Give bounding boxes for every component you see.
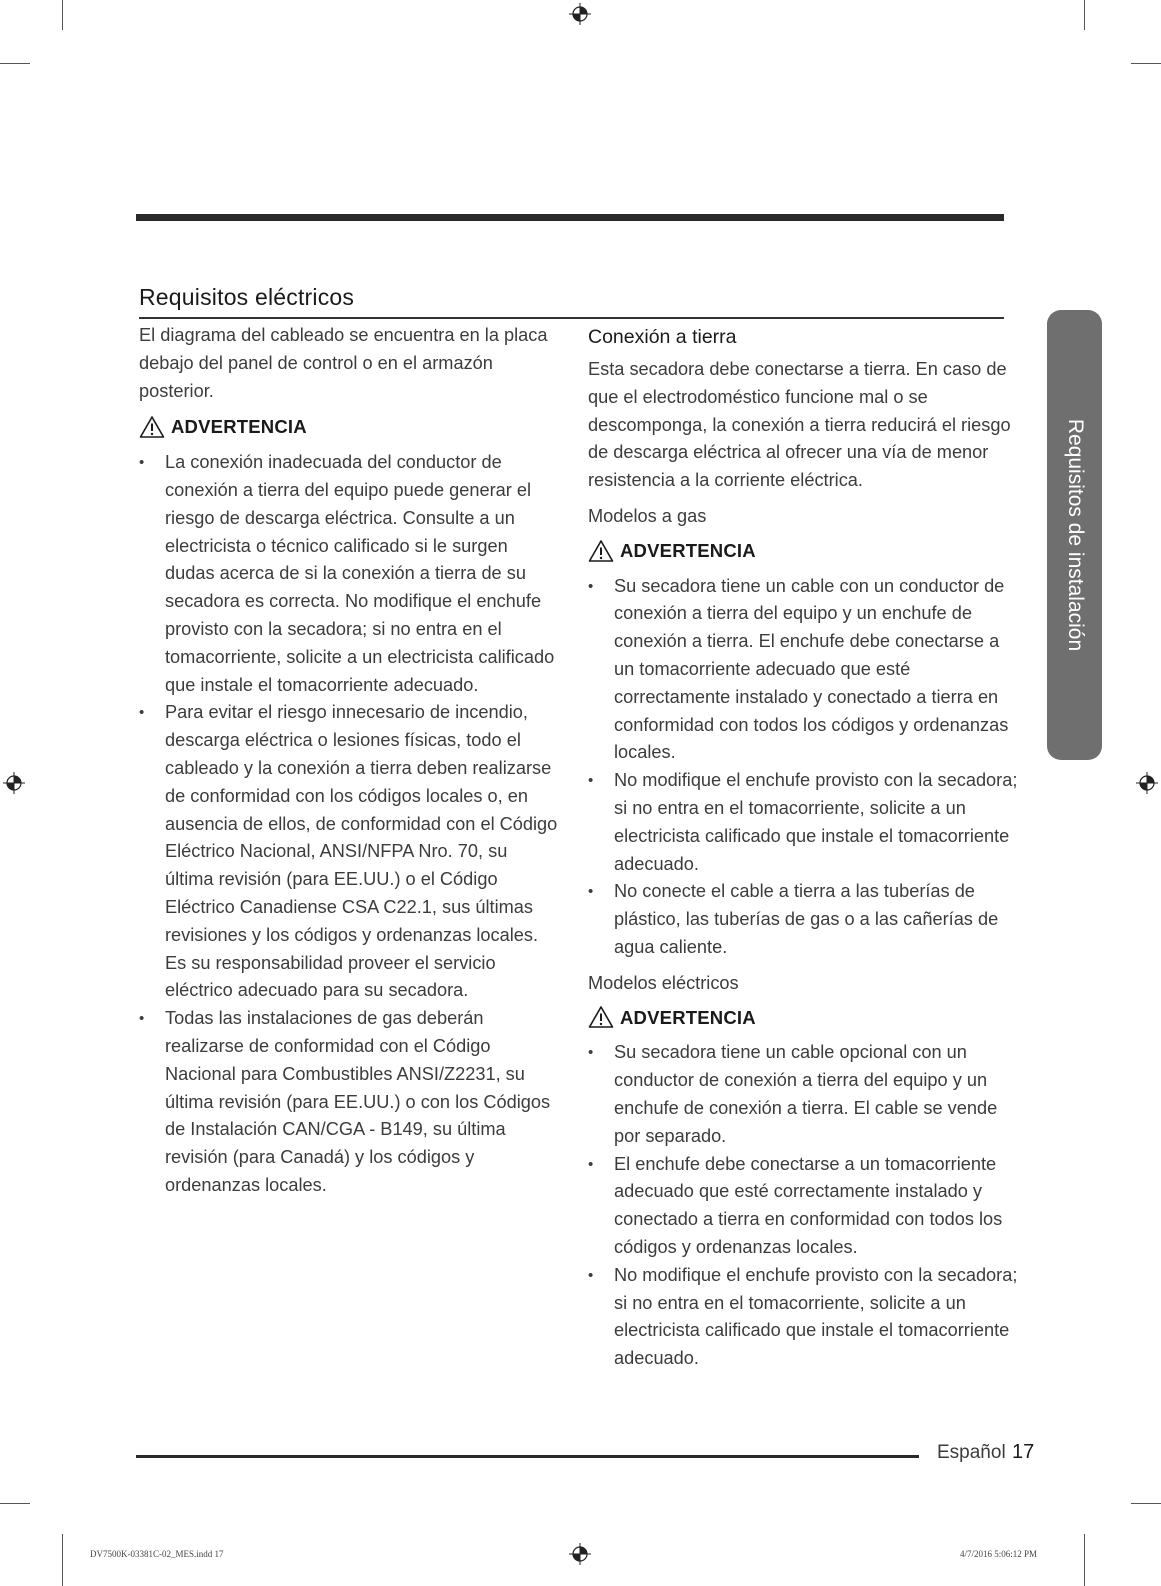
list-item: • Todas las instalaciones de gas deberán realizarse de conformidad con el Código Nacional para Combustibles ANSI/Z2231, su última revisión (para EE.UU.) o con los Códigos de Instalación CAN/CGA - B149, su última revisión (para Canadá) y los códigos y ordenanzas locales.	[139, 1005, 559, 1200]
warning-triangle-icon	[588, 1005, 614, 1029]
warning-triangle-icon	[139, 415, 165, 439]
footer-language: Español	[937, 1442, 1006, 1463]
warning-header	[139, 413, 559, 441]
crop-mark	[1084, 1534, 1085, 1586]
crop-mark	[1131, 1503, 1161, 1504]
registration-mark-icon	[569, 3, 591, 25]
registration-mark-icon	[3, 772, 25, 794]
gas-models-label: Modelos a gas	[588, 505, 707, 526]
registration-mark-icon	[1136, 772, 1158, 794]
intro-paragraph: El diagrama del cableado se encuentra en la placa debajo del panel de control o en el armazón posterior.	[139, 325, 548, 401]
page-number: 17	[1012, 1441, 1035, 1463]
crop-mark	[1084, 0, 1085, 30]
warning-label: ADVERTENCIA	[171, 416, 307, 438]
side-section-tab	[1047, 310, 1102, 760]
print-slug-file: DV7500K-03381C-02_MES.indd 17	[90, 1549, 224, 1559]
list-item: • No modifique el enchufe provisto con la secadora; si no entra en el tomacorriente, solicite a un electricista calificado que instale el tomacorriente adecuado.	[588, 1262, 1018, 1373]
warning-header	[588, 537, 1018, 565]
warning-list	[139, 449, 559, 1200]
left-column	[139, 322, 559, 1200]
crop-mark	[0, 1503, 30, 1504]
list-item: • Su secadora tiene un cable opcional con un conductor de conexión a tierra del equipo y un enchufe de conexión a tierra. El cable se vende por separado.	[588, 1039, 1018, 1150]
warning-label: ADVERTENCIA	[620, 1006, 756, 1028]
side-tab-label: Requisitos de instalación	[1063, 418, 1087, 652]
print-slug-date: 4/7/2016 5:06:12 PM	[960, 1549, 1038, 1559]
registration-mark-icon	[569, 1543, 591, 1565]
footer-rule	[136, 1455, 919, 1458]
grounding-intro: Esta secadora debe conectarse a tierra. En caso de que el electrodoméstico funcione mal o se descomponga, la conexión a tierra reducirá el riesgo de descarga eléctrica al ofrecer una vía de menor resistencia a la corriente eléctrica.	[588, 359, 1011, 491]
list-item: • La conexión inadecuada del conductor de conexión a tierra del equipo puede generar el riesgo de descarga eléctrica. Consulte a un electricista o técnico calificado si le surgen dudas acerca de si la conexión a tierra de su secadora es correcta. No modifique el enchufe provisto con la secadora; si no entra en el tomacorriente, solicite a un electricista calificado que instale el tomacorriente adecuado.	[139, 449, 559, 699]
warning-header	[588, 1004, 1018, 1032]
crop-mark	[0, 63, 30, 64]
list-item: • No modifique el enchufe provisto con la secadora; si no entra en el tomacorriente, solicite a un electricista calificado que instale el tomacorriente adecuado.	[588, 767, 1018, 878]
list-item: • No conecte el cable a tierra a las tuberías de plástico, las tuberías de gas o a las cañerías de agua caliente.	[588, 878, 1018, 961]
right-column	[588, 322, 1018, 1373]
list-item: • Su secadora tiene un cable con un conductor de conexión a tierra del equipo y un enchufe de conexión a tierra. El enchufe debe conectarse a un tomacorriente adecuado que esté correctamente instalado y conectado a tierra en conformidad con todos los códigos y ordenanzas locales.	[588, 573, 1018, 768]
crop-mark	[62, 1534, 63, 1586]
electric-warning-list	[588, 1039, 1018, 1373]
title-rule	[139, 317, 1004, 319]
section-title: Requisitos eléctricos	[139, 284, 355, 310]
crop-mark	[62, 0, 63, 30]
warning-label: ADVERTENCIA	[620, 539, 756, 561]
warning-triangle-icon	[588, 539, 614, 563]
electric-models-label: Modelos eléctricos	[588, 972, 739, 993]
list-item: • Para evitar el riesgo innecesario de incendio, descarga eléctrica o lesiones físicas, todo el cableado y la conexión a tierra deben realizarse de conformidad con los códigos locales o, en ausencia de ellos, de conformidad con el Código Eléctrico Nacional, ANSI/NFPA Nro. 70, su última revisión (para EE.UU.) o el Código Eléctrico Canadiense CSA C22.1, sus últimas revisiones y los códigos y ordenanzas locales. Es su responsabilidad proveer el servicio eléctrico adecuado para su secadora.	[139, 699, 559, 1005]
list-item: • El enchufe debe conectarse a un tomacorriente adecuado que esté correctamente instalado y conectado a tierra en conformidad con todos los códigos y ordenanzas locales.	[588, 1151, 1018, 1262]
gas-warning-list	[588, 573, 1018, 962]
grounding-heading: Conexión a tierra	[588, 326, 737, 348]
header-rule	[136, 214, 1004, 221]
crop-mark	[1131, 63, 1161, 64]
